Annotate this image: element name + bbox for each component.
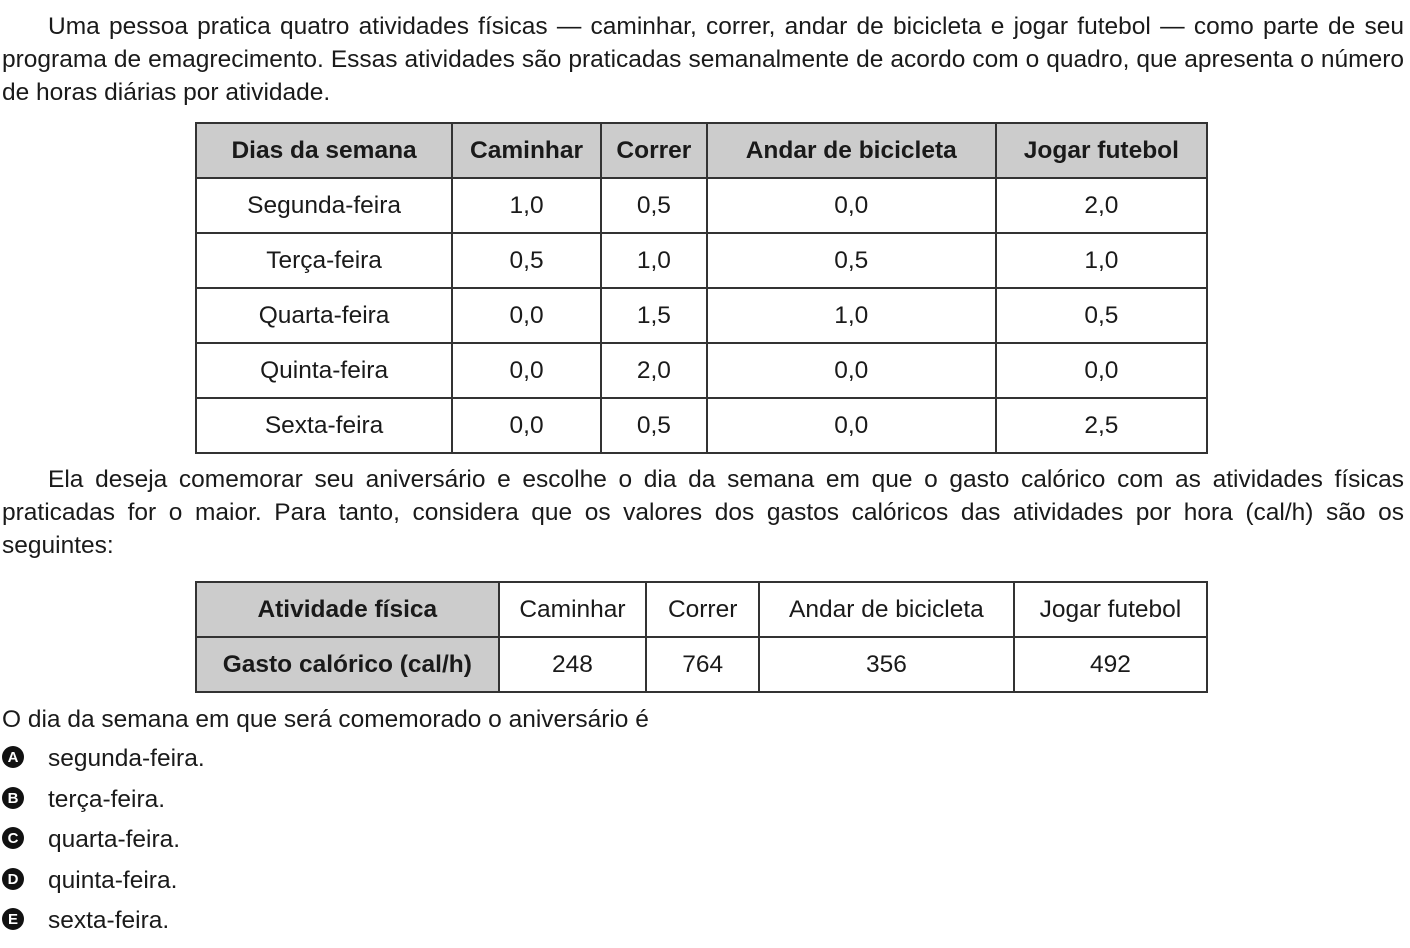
- option-a[interactable]: [2, 739, 205, 779]
- option-letter-badge: B: [2, 787, 24, 809]
- option-text: sexta-feira.: [48, 907, 170, 934]
- day-cell: Terça-feira: [196, 233, 452, 288]
- hours-cell: 0,5: [996, 288, 1207, 343]
- question-stem: O dia da semana em que será comemorado o aniversário é: [2, 706, 649, 733]
- hours-cell: 0,5: [707, 233, 996, 288]
- hours-cell: 2,0: [601, 343, 707, 398]
- column-header: Andar de bicicleta: [707, 123, 996, 178]
- table-row: [196, 233, 1207, 288]
- row-header: Gasto calórico (cal/h): [196, 637, 499, 692]
- option-b[interactable]: [2, 780, 165, 820]
- table-row: [196, 582, 1207, 637]
- day-cell: Segunda-feira: [196, 178, 452, 233]
- option-letter-badge: A: [2, 746, 24, 768]
- column-header: Dias da semana: [196, 123, 452, 178]
- calorie-value-cell: 356: [759, 637, 1014, 692]
- activity-cell: Andar de bicicleta: [759, 582, 1014, 637]
- hours-cell: 0,0: [452, 343, 601, 398]
- calorie-value-cell: 492: [1014, 637, 1207, 692]
- hours-cell: 1,0: [452, 178, 601, 233]
- hours-cell: 1,0: [996, 233, 1207, 288]
- option-text: segunda-feira.: [48, 745, 205, 772]
- hours-cell: 1,0: [601, 233, 707, 288]
- day-cell: Quarta-feira: [196, 288, 452, 343]
- option-letter-badge: D: [2, 868, 24, 890]
- hours-cell: 0,5: [601, 178, 707, 233]
- option-letter-badge: E: [2, 908, 24, 930]
- activity-cell: Caminhar: [499, 582, 647, 637]
- option-text: quarta-feira.: [48, 826, 181, 853]
- activity-cell: Correr: [646, 582, 759, 637]
- option-text: quinta-feira.: [48, 867, 178, 894]
- option-c[interactable]: [2, 820, 180, 860]
- column-header: Correr: [601, 123, 707, 178]
- row-header: Atividade física: [196, 582, 499, 637]
- calorie-table: [195, 581, 1208, 693]
- column-header: Jogar futebol: [996, 123, 1207, 178]
- hours-cell: 1,5: [601, 288, 707, 343]
- hours-cell: 2,5: [996, 398, 1207, 453]
- hours-cell: 1,0: [707, 288, 996, 343]
- table-header-row: [196, 123, 1207, 178]
- hours-cell: 0,0: [452, 288, 601, 343]
- hours-cell: 0,0: [707, 178, 996, 233]
- hours-cell: 0,5: [452, 233, 601, 288]
- day-cell: Sexta-feira: [196, 398, 452, 453]
- middle-paragraph: Ela deseja comemorar seu aniversário e escolhe o dia da semana em que o gasto calórico com as atividades físicas praticadas for o maior. Para tanto, considera que os valores dos gastos calóricos das atividades por hora (cal/h) são os seguintes:: [2, 466, 1404, 559]
- hours-table: [195, 122, 1208, 454]
- day-cell: Quinta-feira: [196, 343, 452, 398]
- table-row: [196, 343, 1207, 398]
- option-e[interactable]: [2, 901, 169, 941]
- option-text: terça-feira.: [48, 786, 166, 813]
- hours-cell: 0,0: [707, 343, 996, 398]
- table-row: [196, 178, 1207, 233]
- intro-paragraph: Uma pessoa pratica quatro atividades físicas — caminhar, correr, andar de bicicleta e jogar futebol — como parte de seu programa de emagrecimento. Essas atividades são praticadas semanalmente de acordo com o quadro, que apresenta o número de horas diárias por atividade.: [2, 13, 1404, 106]
- hours-cell: 0,0: [996, 343, 1207, 398]
- hours-cell: 0,0: [452, 398, 601, 453]
- option-d[interactable]: [2, 861, 177, 901]
- hours-cell: 0,5: [601, 398, 707, 453]
- column-header: Caminhar: [452, 123, 601, 178]
- activity-cell: Jogar futebol: [1014, 582, 1207, 637]
- table-row: [196, 637, 1207, 692]
- hours-cell: 2,0: [996, 178, 1207, 233]
- table-row: [196, 288, 1207, 343]
- calorie-value-cell: 764: [646, 637, 759, 692]
- option-letter-badge: C: [2, 827, 24, 849]
- table-row: [196, 398, 1207, 453]
- calorie-value-cell: 248: [499, 637, 647, 692]
- hours-cell: 0,0: [707, 398, 996, 453]
